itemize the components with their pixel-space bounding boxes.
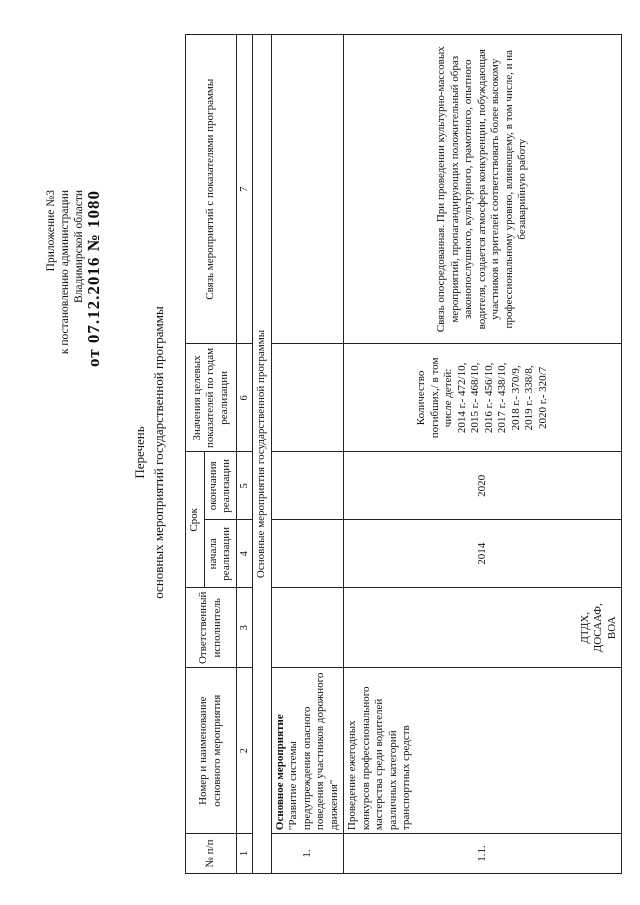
header-end: окончания реализации xyxy=(204,452,236,520)
section-title: Основные мероприятия государственной программы xyxy=(253,35,272,874)
col-number: 6 xyxy=(236,344,253,452)
col-number: 7 xyxy=(236,35,253,344)
row-executor: ДТДХ, ДОСААФ, ВОА xyxy=(344,588,622,668)
row-name-bold: Основное мероприятие xyxy=(273,714,286,831)
appendix-label: Приложение №3 xyxy=(45,190,57,272)
row-targets xyxy=(344,344,622,452)
row-link xyxy=(271,35,344,344)
row-name: Проведение ежегодных конкурсов профессионального мастерства среди водителей различных категорий транспортных средств xyxy=(344,668,622,834)
header-num: № п/п xyxy=(186,834,237,874)
column-number-row xyxy=(236,35,253,874)
table-row xyxy=(271,35,344,874)
target-line: 2018 г.- 370/9, xyxy=(509,365,522,431)
target-line: 2016 г.- 456/10, xyxy=(482,362,495,434)
row-executor xyxy=(271,588,344,668)
col-number: 5 xyxy=(236,452,253,520)
col-number: 1 xyxy=(236,834,253,874)
target-line: 2015 г.- 468/10, xyxy=(469,362,481,434)
header-name: Номер и наименование основного мероприятия xyxy=(186,668,237,834)
col-number: 3 xyxy=(236,588,253,668)
doc-subtitle: основных мероприятий государственной программы xyxy=(151,306,166,599)
header-executor: Ответственный исполнитель xyxy=(186,588,237,668)
row-start: 2014 xyxy=(344,520,622,588)
row-num: 1.1. xyxy=(344,834,622,874)
row-link: Связь опосредованная. При проведении культурно-массовых мероприятий, пропагандирующих положительный образ законопослушного, культурного, грамотного, опытного водителя, создается атмосфера конкуренции, побуждающая участников и зрителей соответствовать более высокому профессиональному уровню, влияющему, в том числе, и на безаварийную работу xyxy=(344,35,622,344)
header-row xyxy=(186,35,205,874)
doc-title: Перечень xyxy=(132,426,147,479)
header-targets: Значения целевых показателей по годам реализации xyxy=(186,344,237,452)
row-end xyxy=(271,452,344,520)
header-start: начала реализации xyxy=(204,520,236,588)
row-num: 1. xyxy=(271,834,344,874)
resolution-label: к постановлению администрации xyxy=(59,190,71,355)
header-term: Срок xyxy=(186,452,205,588)
table-row xyxy=(344,35,622,874)
target-line: 2020 г.- 320/7 xyxy=(536,366,549,430)
resolution-date-number: от 07.12.2016 № 1080 xyxy=(84,190,103,367)
target-line: 2014 г.- 472/10, xyxy=(455,362,468,434)
row-end: 2020 xyxy=(344,452,622,520)
target-line: 2019 г.- 338/8, xyxy=(523,365,535,431)
row-start xyxy=(271,520,344,588)
row-name xyxy=(271,668,344,834)
measures-table xyxy=(185,34,622,874)
section-row xyxy=(253,35,272,874)
col-number: 4 xyxy=(236,520,253,588)
approval-header xyxy=(44,190,101,367)
row-targets xyxy=(271,344,344,452)
col-number: 2 xyxy=(236,668,253,834)
target-line: 2017 г.- 438/10, xyxy=(496,362,508,434)
target-line: Количество погибших,/ в том числе детей: xyxy=(415,357,454,439)
header-link: Связь мероприятий с показателями программы xyxy=(186,35,237,344)
region-label: Владимирской области xyxy=(73,190,85,304)
row-name-text: "Развитие системы предупреждения опасного поведения участников дорожного движения" xyxy=(287,672,340,831)
